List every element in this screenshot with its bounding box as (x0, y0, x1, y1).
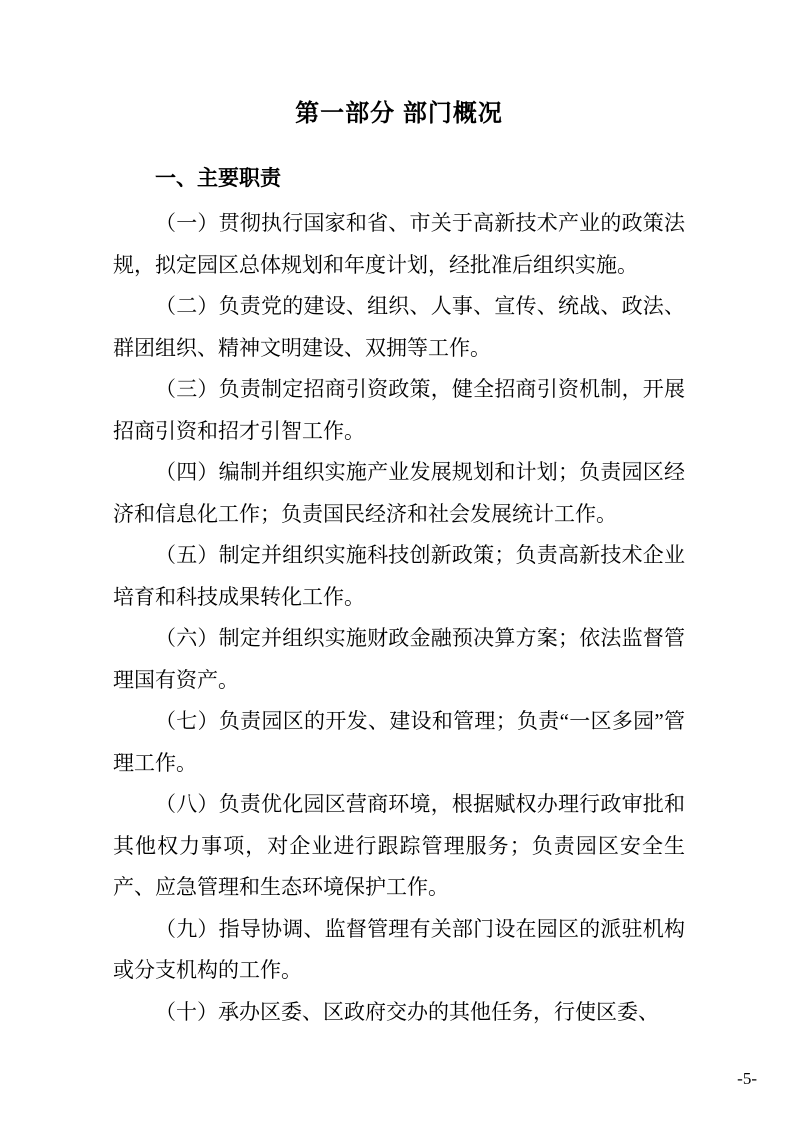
duty-paragraph-10: （十）承办区委、区政府交办的其他任务，行使区委、 (155, 999, 659, 1024)
document-body (113, 203, 685, 1033)
duty-paragraph-5: （五）制定并组织实施科技创新政策；负责高新技术企业培育和科技成果转化工作。 (113, 543, 685, 609)
duty-paragraph-2: （二）负责党的建设、组织、人事、宣传、统战、政法、群团组织、精神文明建设、双拥等工作。 (113, 294, 685, 360)
duty-paragraph-9: （九）指导协调、监督管理有关部门设在园区的派驻机构或分支机构的工作。 (113, 916, 685, 982)
section-heading-main-duties: 一、主要职责 (155, 167, 281, 190)
duty-paragraph-7: （七）负责园区的开发、建设和管理；负责“一区多园”管理工作。 (113, 709, 685, 775)
duty-paragraph-3: （三）负责制定招商引资政策，健全招商引资机制，开展招商引资和招才引智工作。 (113, 377, 685, 443)
duty-paragraph-1: （一）贯彻执行国家和省、市关于高新技术产业的政策法规，拟定园区总体规划和年度计划，经批准后组织实施。 (113, 211, 685, 277)
page-number: -5- (737, 1069, 757, 1088)
duty-paragraph-8: （八）负责优化园区营商环境，根据赋权办理行政审批和其他权力事项，对企业进行跟踪管理服务；负责园区安全生产、应急管理和生态环境保护工作。 (113, 792, 685, 899)
duty-paragraph-4: （四）编制并组织实施产业发展规划和计划；负责园区经济和信息化工作；负责国民经济和社会发展统计工作。 (113, 460, 685, 526)
duty-paragraph-6: （六）制定并组织实施财政金融预决算方案；依法监督管理国有资产。 (113, 626, 685, 692)
document-title: 第一部分 部门概况 (295, 100, 503, 127)
document-content (113, 0, 685, 1033)
